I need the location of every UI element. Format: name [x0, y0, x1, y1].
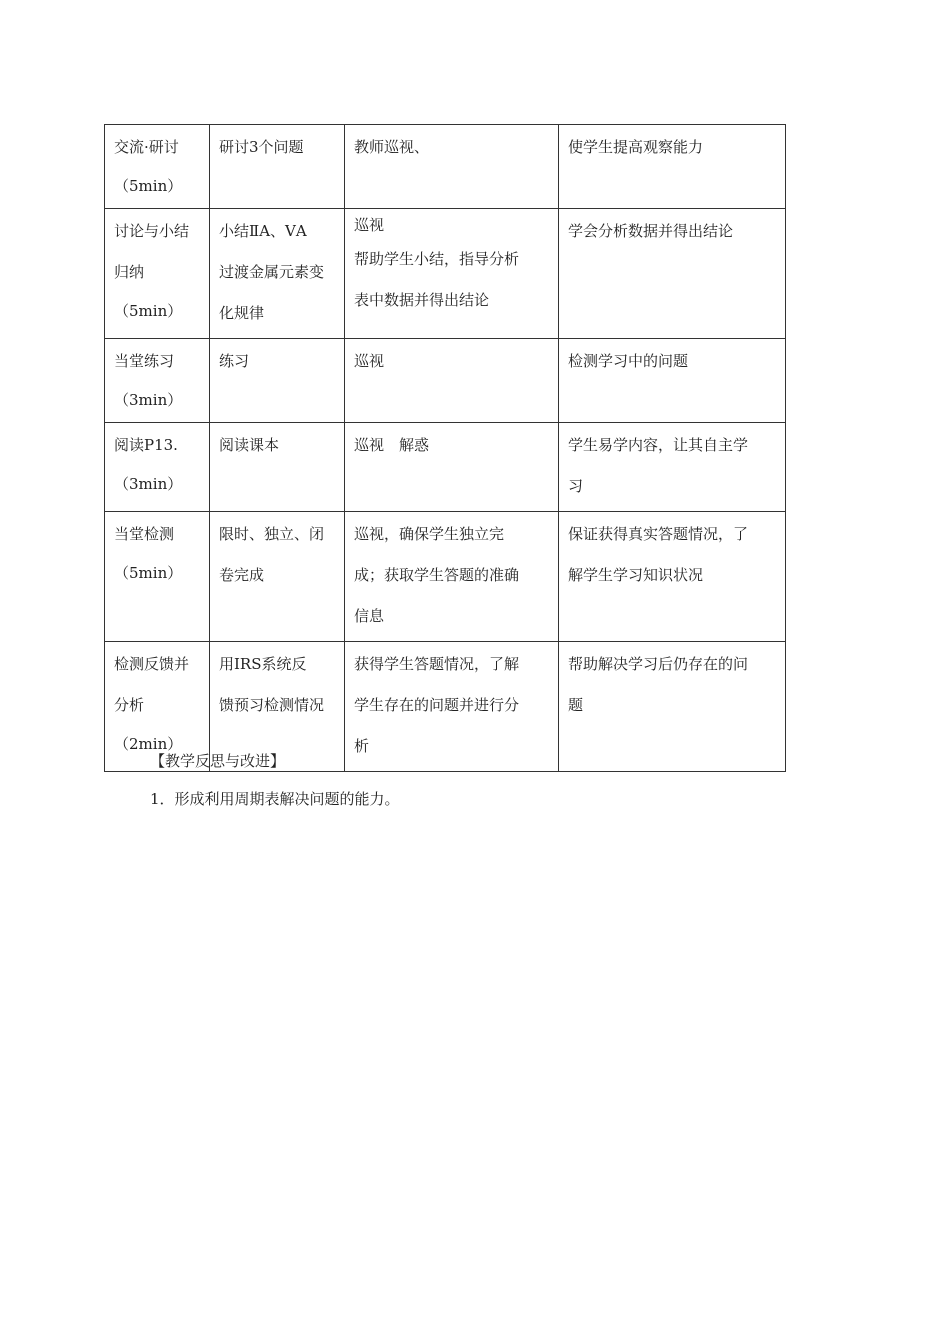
- table-row: [105, 125, 786, 209]
- cell-line: 限时、独立、闭: [219, 525, 325, 543]
- purpose-cell: [559, 339, 786, 423]
- cell-line: 教师巡视、: [354, 138, 430, 156]
- cell-line: 巡视，确保学生独立完: [354, 525, 505, 543]
- cell-line: 分析: [114, 696, 145, 714]
- teacher-activity-cell: [345, 125, 559, 209]
- teacher-activity-cell: [345, 339, 559, 423]
- cell-line: 解学生学习知识状况: [568, 566, 704, 584]
- cell-line: 检测反馈并: [114, 655, 190, 673]
- stage-cell: [105, 125, 210, 209]
- purpose-cell: [559, 512, 786, 642]
- teacher-activity-cell: [345, 512, 559, 642]
- content-cell: [210, 339, 345, 423]
- cell-line: 巡视: [354, 216, 385, 234]
- cell-line: 信息: [354, 607, 385, 625]
- table-row: [105, 339, 786, 423]
- cell-line: （2min）: [114, 735, 183, 753]
- reflection-item: 1．形成利用周期表解决问题的能力。: [150, 790, 400, 808]
- cell-line: 成；获取学生答题的准确: [354, 566, 520, 584]
- content-cell: [210, 209, 345, 339]
- stage-cell: [105, 209, 210, 339]
- lesson-table-body: [105, 125, 786, 772]
- content-cell: [210, 125, 345, 209]
- content-cell: [210, 423, 345, 512]
- content-cell: [210, 512, 345, 642]
- stage-cell: [105, 339, 210, 423]
- reflection-title: 【教学反思与改进】: [150, 752, 286, 770]
- cell-line: 讨论与小结: [114, 222, 190, 240]
- stage-cell: [105, 423, 210, 512]
- cell-line: 卷完成: [219, 566, 265, 584]
- cell-line: 析: [354, 737, 370, 755]
- stage-cell: [105, 512, 210, 642]
- cell-line: 使学生提高观察能力: [568, 138, 704, 156]
- cell-line: 表中数据并得出结论: [354, 291, 490, 309]
- teacher-activity-cell: [345, 209, 559, 339]
- table-row: [105, 423, 786, 512]
- cell-line: 习: [568, 477, 584, 495]
- table-row: [105, 209, 786, 339]
- cell-line: 巡视: [354, 352, 385, 370]
- cell-line: 帮助解决学习后仍存在的问: [568, 655, 749, 673]
- cell-line: 学生存在的问题并进行分: [354, 696, 520, 714]
- cell-line: 阅读P13.: [114, 436, 178, 454]
- cell-line: 获得学生答题情况，了解: [354, 655, 520, 673]
- lesson-table: [104, 124, 786, 772]
- purpose-cell: [559, 209, 786, 339]
- purpose-cell: [559, 642, 786, 772]
- cell-line: （3min）: [114, 391, 183, 409]
- purpose-cell: [559, 423, 786, 512]
- cell-line: （5min）: [114, 177, 183, 195]
- cell-line: 馈预习检测情况: [219, 696, 325, 714]
- cell-line: 小结ⅡA、ⅤA: [219, 222, 307, 240]
- cell-line: 保证获得真实答题情况，了: [568, 525, 749, 543]
- teacher-activity-cell: [345, 423, 559, 512]
- cell-line: 用IRS系统反: [219, 655, 307, 673]
- cell-line: 过渡金属元素变: [219, 263, 325, 281]
- cell-line: 题: [568, 696, 584, 714]
- cell-line: 化规律: [219, 304, 265, 322]
- cell-line: 研讨3个问题: [219, 138, 304, 156]
- cell-line: 当堂练习: [114, 352, 175, 370]
- cell-line: （3min）: [114, 475, 183, 493]
- cell-line: 当堂检测: [114, 525, 175, 543]
- cell-line: 学会分析数据并得出结论: [568, 222, 734, 240]
- cell-line: 交流·研讨: [114, 138, 179, 156]
- teacher-activity-cell: [345, 642, 559, 772]
- cell-line: 练习: [219, 352, 250, 370]
- cell-line: 学生易学内容，让其自主学: [568, 436, 749, 454]
- cell-line: （5min）: [114, 302, 183, 320]
- purpose-cell: [559, 125, 786, 209]
- cell-line: 归纳: [114, 263, 145, 281]
- cell-line: 检测学习中的问题: [568, 352, 689, 370]
- cell-line: 阅读课本: [219, 436, 280, 454]
- cell-line: 帮助学生小结，指导分析: [354, 250, 520, 268]
- cell-line: 巡视 解惑: [354, 436, 430, 454]
- cell-line: （5min）: [114, 564, 183, 582]
- table-row: [105, 512, 786, 642]
